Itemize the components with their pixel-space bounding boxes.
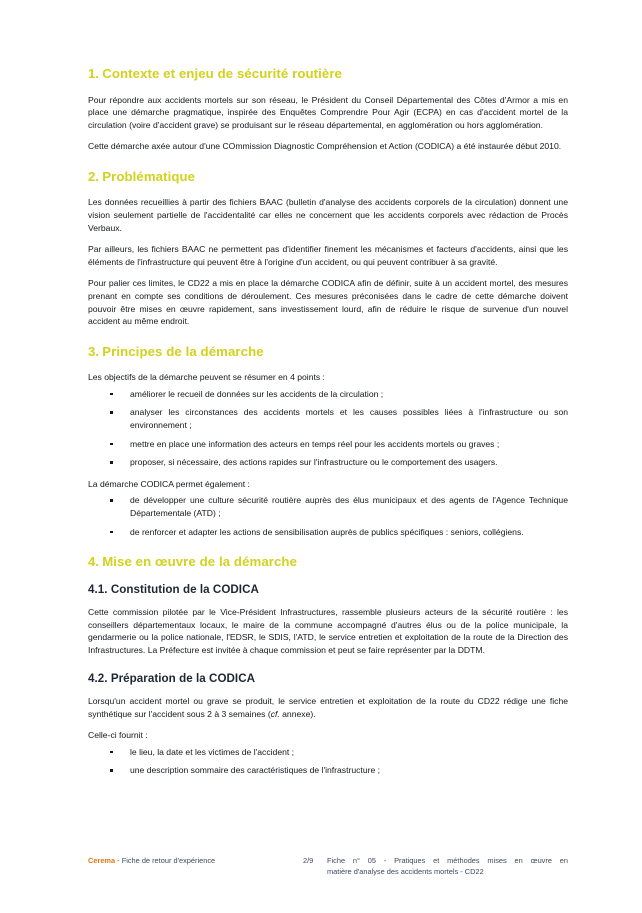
paragraph-text-after-italic: annexe). [279, 708, 316, 719]
bullet-square-icon [110, 461, 113, 464]
section-4 [88, 554, 568, 777]
section-3-number: 3. [88, 343, 100, 359]
list-item [88, 764, 568, 777]
subsection-4-1-title: Constitution de la CODICA [110, 582, 259, 596]
section-3-heading [88, 344, 568, 361]
section-1-paragraph-1: Pour répondre aux accidents mortels sur son réseau, le Président du Conseil Départemental des Côtes d'Armor a mis en place une démarche pragmatique, inspirée des Enquêtes Comprendre Pour Agir (ECPA) en cas d'accident mortel de la circulation (voire d'accident grave) se produisant sur le réseau départemental, en agglomération ou hors agglomération. [88, 94, 568, 130]
list-item [88, 746, 568, 759]
footer-right [327, 856, 568, 877]
page-content [88, 66, 568, 786]
bullet-square-icon [110, 393, 113, 396]
paragraph-italic-cf: cf. [270, 708, 280, 719]
list-item-text: mettre en place une information des acteurs en temps réel pour les accidents mortels ou graves ; [130, 438, 500, 449]
subsection-4-1 [88, 583, 568, 657]
section-1-number: 1. [88, 66, 100, 81]
section-2 [88, 169, 568, 328]
subsection-4-2-bullet-list [88, 746, 568, 777]
section-4-heading [88, 554, 568, 571]
section-1 [88, 66, 568, 153]
footer-page-number: 2/9 [303, 856, 314, 865]
subsection-4-1-heading [88, 583, 568, 597]
cerema-brand-label: Cerema [88, 856, 116, 865]
page-footer [88, 856, 568, 877]
list-item [88, 438, 568, 451]
section-3-bullet-list-1 [88, 388, 568, 469]
subsection-4-2-lead-in: Celle-ci fournit : [88, 730, 148, 741]
list-item-text: analyser les circonstances des accidents mortels et les causes possibles liées à l'infrastructure ou son environnement ; [130, 407, 568, 430]
bullet-square-icon [110, 499, 113, 502]
section-4-title: Mise en œuvre de la démarche [102, 554, 298, 570]
subsection-4-1-paragraph-1: Cette commission pilotée par le Vice-Président Infrastructures, rassemble plusieurs acteurs de la sécurité routière : les conseillers départementaux locaux, le maire de la commune accompagné d'autres élus ou de la police municipale, la gendarmerie ou la police nationale, l'EDSR, le SDIS, l'ATD, le service entretien et exploitation de la route de la Direction des Infrastructures. La Préfecture est invitée à chaque commission et peut se faire représenter par la DDTM. [88, 607, 568, 655]
list-item-text: proposer, si nécessaire, des actions rapides sur l'infrastructure ou le comportement des usagers. [130, 457, 498, 468]
bullet-square-icon [110, 769, 113, 772]
list-item [88, 388, 568, 401]
subsection-4-2 [88, 672, 568, 777]
section-2-paragraph-2: Par ailleurs, les fichiers BAAC ne permettent pas d'identifier finement les mécanismes et facteurs d'accidents, ainsi que les éléments de l'infrastructure qui peuvent être à l'origine d'un accident, ou qui peuvent contribuer à sa gravité. [88, 244, 568, 267]
section-2-paragraph-3: Pour palier ces limites, le CD22 a mis en place la démarche CODICA afin de définir, suite à un accident mortel, des mesures prenant en compte ses conditions de déroulement. Ces mesures préconisées dans le cadre de cette démarche doivent pouvoir être mises en œuvre rapidement, sans investissement lourd, afin de réduire le risque de survenue d'un nouvel accident au même endroit. [88, 278, 568, 327]
bullet-square-icon [110, 411, 113, 414]
subsection-4-2-paragraph-1 [88, 695, 568, 720]
list-item-text: de renforcer et adapter les actions de sensibilisation auprès de publics spécifiques : seniors, collégiens. [130, 526, 524, 537]
footer-left-text: - Fiche de retour d'expérience [115, 856, 216, 865]
section-1-title: Contexte et enjeu de sécurité routière [102, 66, 342, 81]
section-3-title: Principes de la démarche [102, 343, 264, 359]
bullet-square-icon [110, 443, 113, 446]
list-item-text: améliorer le recueil de données sur les accidents de la circulation ; [130, 388, 384, 399]
bullet-square-icon [110, 751, 113, 754]
list-item-text: le lieu, la date et les victimes de l'accident ; [130, 746, 295, 757]
section-3-bullet-list-2 [88, 494, 568, 538]
list-item [88, 456, 568, 469]
section-2-heading [88, 169, 568, 186]
subsection-4-2-number: 4.2. [88, 671, 108, 685]
section-3 [88, 344, 568, 538]
footer-right-line-2: matière d'analyse des accidents mortels - CD22 [327, 866, 484, 876]
section-4-number: 4. [88, 554, 100, 570]
list-item [88, 494, 568, 519]
section-1-paragraph-2: Cette démarche axée autour d'une COmmission Diagnostic Compréhension et Action (CODICA) a été instaurée début 2010. [88, 141, 562, 152]
bullet-square-icon [110, 531, 113, 534]
section-2-paragraph-1: Les données recueillies à partir des fichiers BAAC (bulletin d'analyse des accidents corporels de la circulation) donnent une vision seulement partielle de l'accidentalité car elles ne concernent que les accidents corporels avec rédaction de Procès Verbaux. [88, 197, 568, 233]
section-1-heading [88, 66, 568, 83]
section-2-number: 2. [88, 168, 100, 184]
section-3-lead-in-2: La démarche CODICA permet également : [88, 478, 250, 489]
list-item [88, 406, 568, 431]
list-item-text: une description sommaire des caractéristiques de l'infrastructure ; [130, 765, 381, 776]
paragraph-text-before-italic: Lorsqu'un accident mortel ou grave se produit, le service entretien et exploitation de la route du CD22 rédige une fiche synthétique sur l'accident sous 2 à 3 semaines ( [88, 696, 568, 719]
subsection-4-2-heading [88, 672, 568, 686]
footer-right-line-1: Fiche n° 05 - Pratiques et méthodes mises en œuvre en [327, 856, 568, 865]
subsection-4-2-title: Préparation de la CODICA [110, 671, 256, 685]
list-item-text: de développer une culture sécurité routière auprès des élus municipaux et des agents de l'Agence Technique Départementale (ATD) ; [130, 495, 568, 518]
list-item [88, 526, 568, 539]
footer-left [88, 856, 303, 867]
section-3-lead-in-1: Les objectifs de la démarche peuvent se résumer en 4 points : [88, 372, 325, 383]
subsection-4-1-number: 4.1. [88, 582, 108, 596]
section-2-title: Problématique [102, 168, 196, 184]
